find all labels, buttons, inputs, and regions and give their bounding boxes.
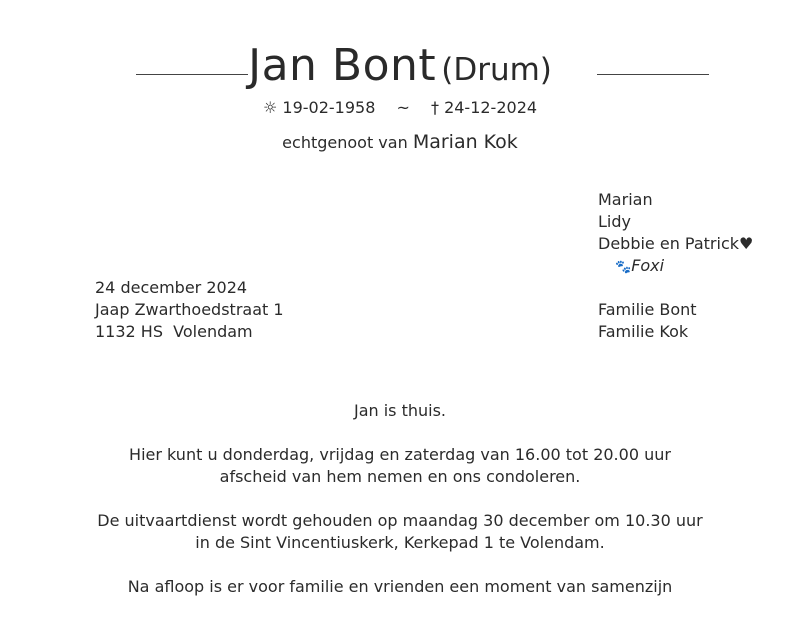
notice-date: 24 december 2024 — [95, 278, 248, 297]
deceased-name-row — [0, 40, 800, 91]
family-member: Lidy — [598, 212, 631, 231]
body-paragraph — [0, 444, 800, 488]
body-line: Hier kunt u donderdag, vrijdag en zaterdag van 16.00 tot 20.00 uur — [129, 445, 671, 464]
family-member: Debbie en Patrick — [598, 234, 740, 253]
body-line: De uitvaartdienst wordt gehouden op maandag 30 december om 10.30 uur — [97, 511, 703, 530]
body-line: in de Sint Vincentiuskerk, Kerkepad 1 te Volendam. — [195, 533, 605, 552]
pet-line — [598, 255, 753, 277]
family-member-couple — [598, 233, 753, 255]
sun-icon: ☼ — [262, 98, 278, 117]
heart-icon: ♥ — [739, 234, 754, 253]
notice-body — [0, 400, 800, 620]
death-date: 24-12-2024 — [444, 98, 538, 117]
spouse-name: Marian Kok — [412, 131, 518, 153]
life-dates — [0, 98, 800, 117]
paw-icon: 🐾 — [615, 260, 632, 275]
body-line: Jan is thuis. — [353, 401, 447, 420]
date-separator: ~ — [396, 98, 410, 117]
birth-date: 19-02-1958 — [282, 98, 376, 117]
body-line: afscheid van hem nemen en ons condoleren. — [219, 467, 581, 486]
deceased-nickname: (Drum) — [441, 52, 552, 88]
body-paragraph — [0, 510, 800, 554]
body-paragraph — [0, 576, 800, 598]
spouse-line — [0, 131, 800, 153]
deceased-name: Jan Bont — [248, 40, 437, 91]
family-list — [598, 189, 753, 343]
address-block — [95, 277, 284, 343]
body-paragraph — [0, 400, 800, 422]
family-member: Marian — [598, 190, 653, 209]
address-city: 1132 HS Volendam — [95, 322, 253, 341]
extended-family: Familie Kok — [598, 322, 689, 341]
extended-family: Familie Bont — [598, 300, 697, 319]
address-street: Jaap Zwarthoedstraat 1 — [95, 300, 284, 319]
spouse-label: echtgenoot van — [282, 133, 408, 152]
body-line: Na afloop is er voor familie en vrienden een moment van samenzijn — [127, 577, 673, 596]
cross-icon: † — [430, 98, 439, 117]
pet-name: Foxi — [631, 256, 665, 275]
